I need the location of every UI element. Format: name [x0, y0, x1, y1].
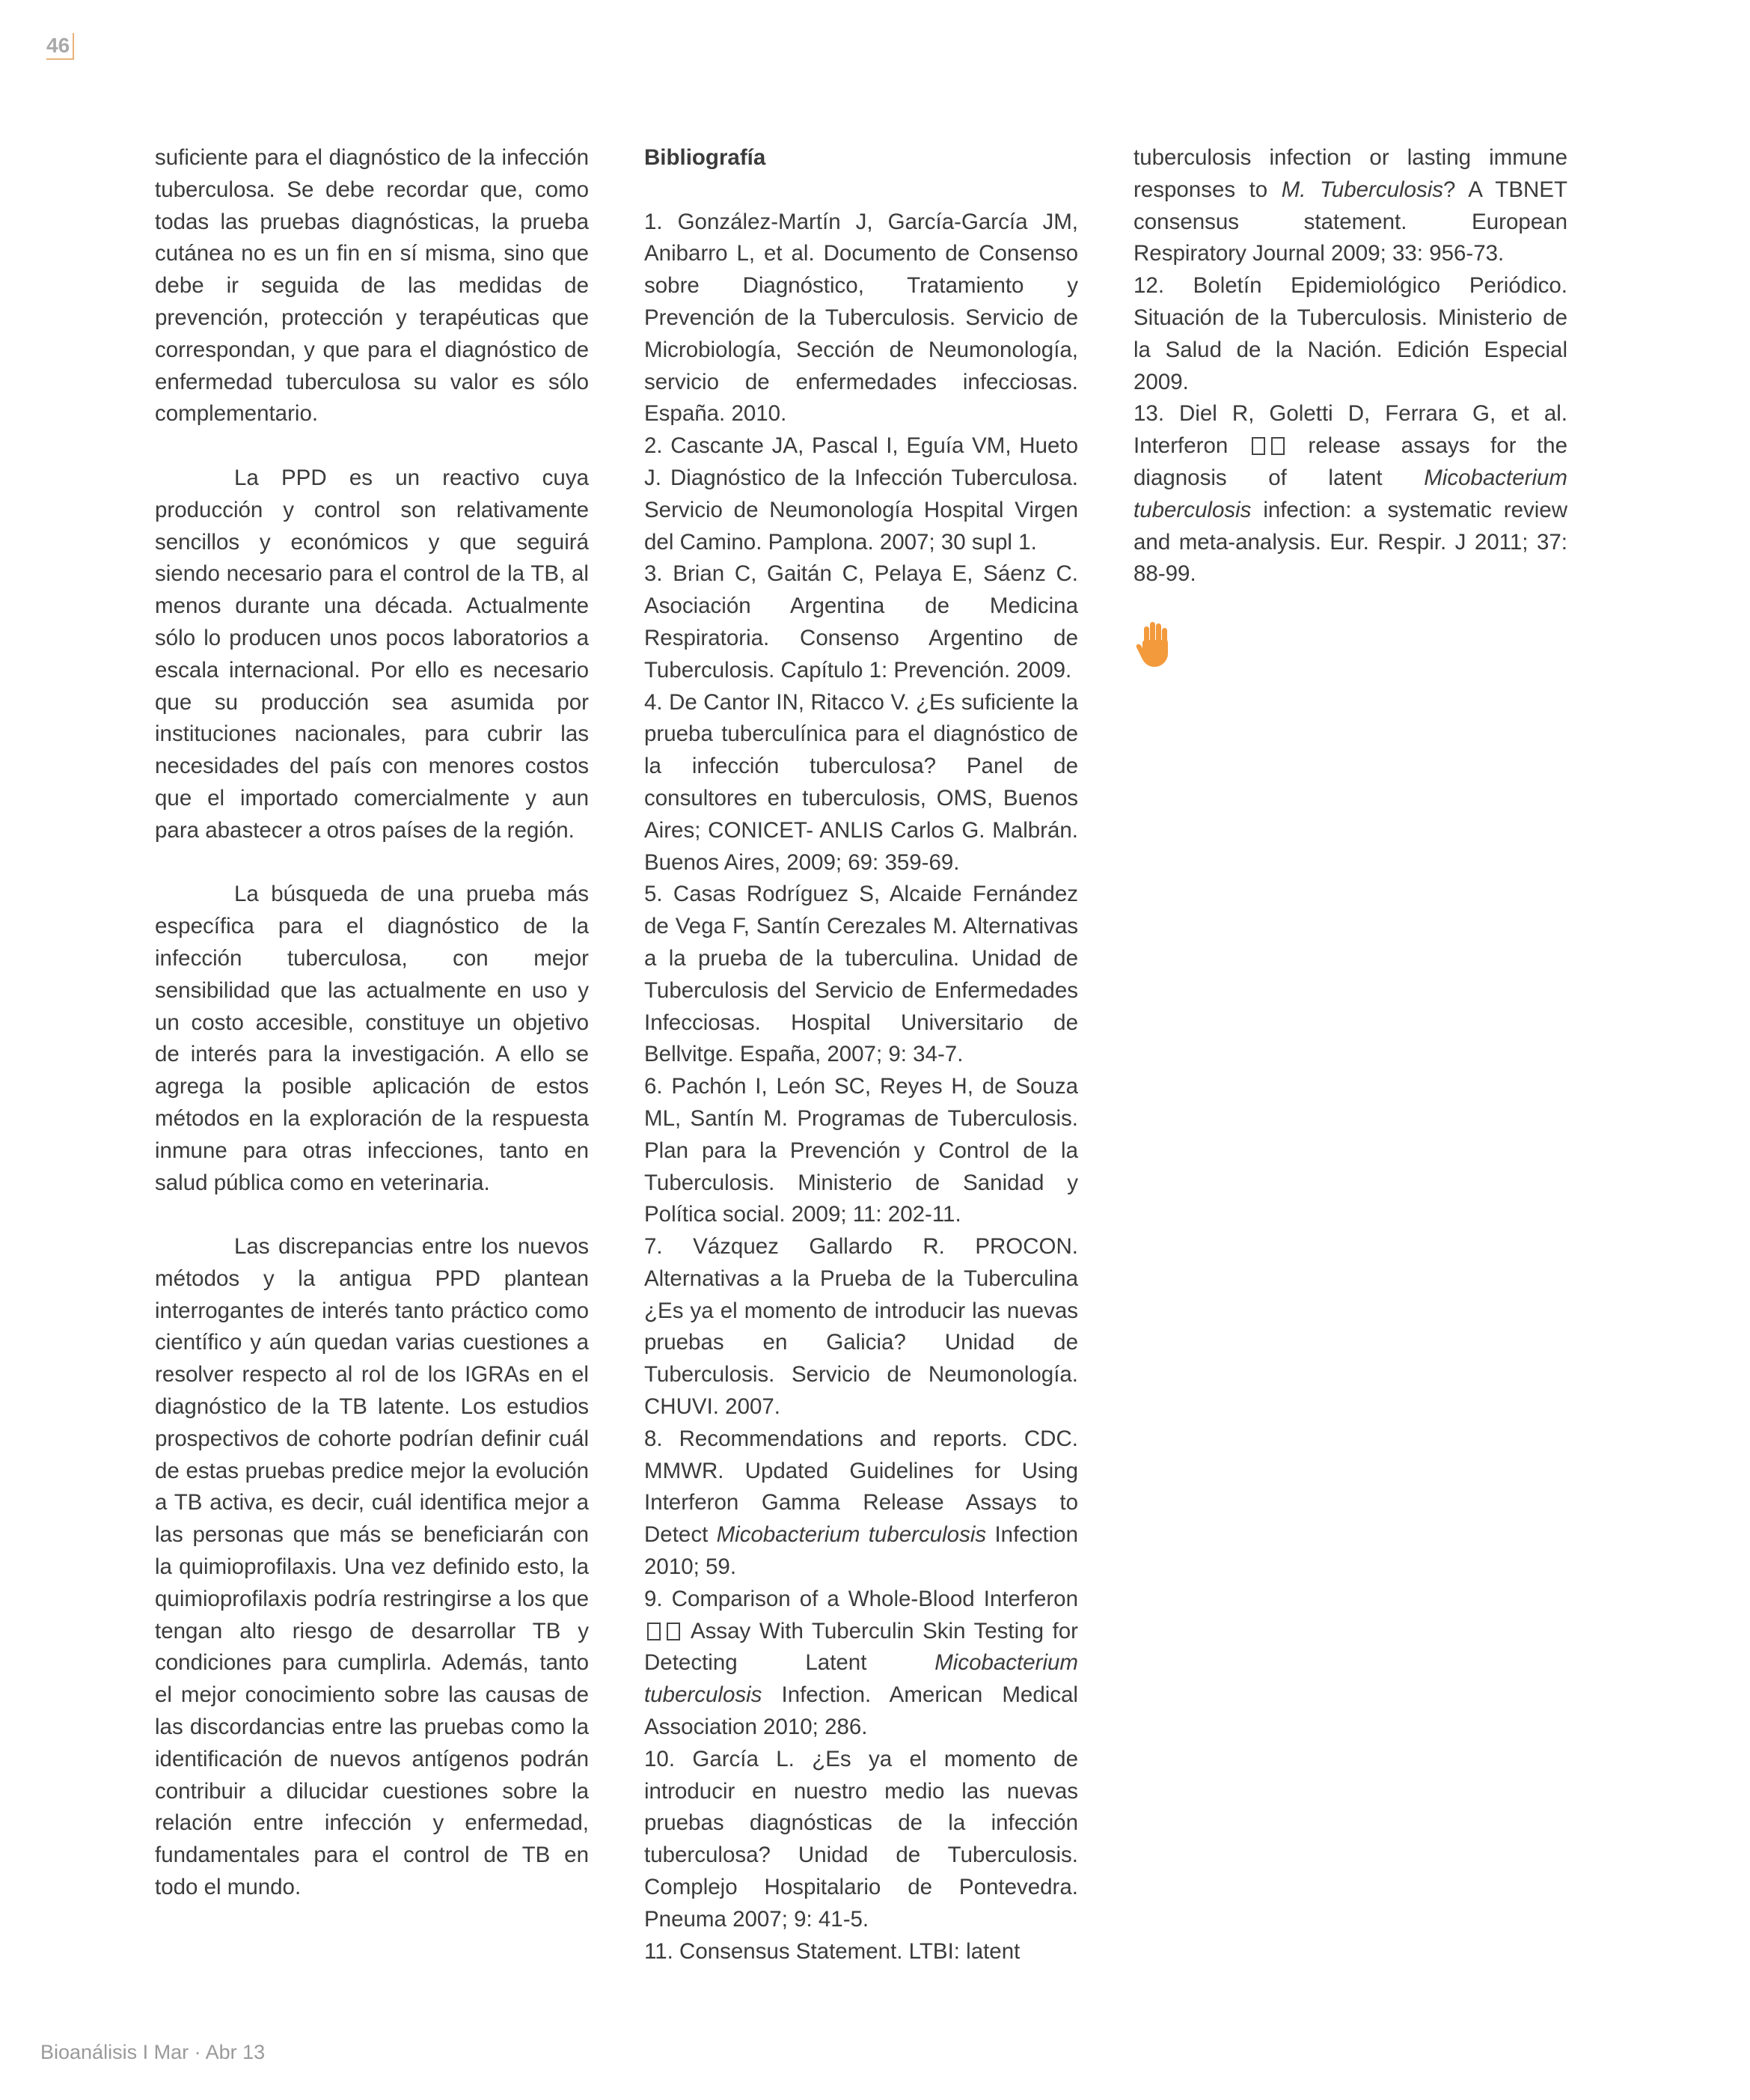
- reference-text: ? A TBNET consensus statement. European Respiratory Journal 2009; 33: 956-73.: [1133, 177, 1567, 266]
- reference-italic: Micobacterium tuberculosis: [1133, 465, 1567, 522]
- reference-item: 6. Pachón I, León SC, Reyes H, de Souza ML, Santín M. Programas de Tuberculosis. Plan para la Prevención y Control de la Tuberculosis. Ministerio de Sanidad y Política social. 2009; 11: 202-11.: [644, 1074, 1078, 1227]
- reference-item: [644, 1423, 1078, 1584]
- reference-item: 7. Vázquez Gallardo R. PROCON. Alternativas a la Prueba de la Tuberculina ¿Es ya el momento de introducir las nuevas pruebas en Galicia? Unidad de Tuberculosis. Servicio de Neumonología. CHUVI. 2007.: [644, 1234, 1078, 1420]
- reference-text: tuberculosis infection or lasting immune responses to: [1133, 145, 1567, 202]
- reference-item: [644, 1584, 1078, 1744]
- reference-text: infection: a systematic review and meta-analysis. Eur. Respir. J 2011; 37: 88-99.: [1133, 497, 1567, 587]
- body-paragraph: suficiente para el diagnóstico de la infección tuberculosa. Se debe recordar que, como todas las pruebas diagnósticas, la prueba cutánea no es un fin en sí misma, sino que debe ir seguida de las medidas de prevención, protección y terapéuticas que correspondan, y que para el diagnóstico de enfermedad tuberculosa su valor es sólo complementario.: [155, 145, 589, 427]
- reference-item: 4. De Cantor IN, Ritacco V. ¿Es suficiente la prueba tuberculínica para el diagnóstico de la infección tuberculosa? Panel de consultores en tuberculosis, OMS, Buenos Aires; CONICET- ANLIS Carlos G. Malbrán. Buenos Aires, 2009; 69: 359-69.: [644, 689, 1078, 875]
- body-paragraph: Las discrepancias entre los nuevos métodos y la antigua PPD plantean interrogantes de interés tanto práctico como científico y aún quedan varias cuestiones a resolver respecto al rol de los IGRAs en el diagnóstico de la TB latente. Los estudios prospectivos de cohorte podrían definir cuál de estas pruebas predice mejor la evolución a TB activa, es decir, cuál identifica mejor a las personas que más se beneficiarán con la quimioprofilaxis. Una vez definido esto, la quimioprofilaxis podría restringirse a los que tengan alto riesgo de desarrollar TB y condiciones para cumplirla. Además, tanto el mejor conocimiento sobre las causas de las discordancias entre las pruebas como la identificación de nuevos antígenos podrán contribuir a dilucidar cuestiones sobre la relación entre infección y enfermedad, fundamentales para el control de TB en todo el mundo.: [155, 1234, 589, 1900]
- missing-glyph-icon: [1271, 437, 1285, 455]
- bibliography-column: [644, 142, 1078, 1968]
- reference-italic: Micobacterium tuberculosis: [716, 1522, 987, 1548]
- reference-italic: M. Tuberculosis: [1281, 177, 1444, 202]
- reference-item: 12. Boletín Epidemiológico Periódico. Situación de la Tuberculosis. Ministerio de la Salud de la Nación. Edición Especial 2009.: [1133, 273, 1567, 394]
- reference-text: 13. Diel R, Goletti D, Ferrara G, et al. Interferon: [1133, 401, 1567, 459]
- reference-text: Infection. American Medical Association 2010; 286.: [644, 1682, 1078, 1740]
- reference-text: Assay With Tuberculin Skin Testing for Detecting Latent: [644, 1618, 1078, 1676]
- missing-glyph-icon: [1252, 437, 1265, 455]
- reference-item: 10. García L. ¿Es ya el momento de introducir en nuestro medio las nuevas pruebas diagnósticas de la infección tuberculosa? Unidad de Tuberculosis. Complejo Hospitalario de Pontevedra. Pneuma 2007; 9: 41-5.: [644, 1746, 1078, 1932]
- reference-item: 2. Cascante JA, Pascal I, Eguía VM, Hueto J. Diagnóstico de la Infección Tuberculosa. Servicio de Neumonología Hospital Virgen del Camino. Pamplona. 2007; 30 supl 1.: [644, 433, 1078, 555]
- reference-text: release assays for the diagnosis of latent: [1133, 433, 1567, 490]
- reference-text: 9. Comparison of a Whole-Blood Interferon: [644, 1586, 1078, 1611]
- reference-text: 8. Recommendations and reports. CDC. MMWR. Updated Guidelines for Using Interferon Gamma Release Assays to Detect: [644, 1426, 1078, 1548]
- footer-caption: Bioanálisis I Mar · Abr 13: [40, 2041, 266, 2063]
- missing-glyph-icon: [647, 1623, 661, 1640]
- body-paragraph: La PPD es un reactivo cuya producción y control son relativamente sencillos y económicos y que seguirá siendo necesario para el control de la TB, al menos durante una década. Actualmente sólo lo producen unos pocos laboratorios a escala internacional. Por ello es necesario que su producción sea asumida por instituciones nacionales, para cubrir las necesidades del país con menores costos que el importado comercialmente y aun para abastecer a otros países de la región.: [155, 465, 589, 843]
- bibliography-heading: Bibliografía: [644, 145, 766, 170]
- text-column-1: [155, 142, 589, 1936]
- reference-item: 5. Casas Rodríguez S, Alcaide Fernández de Vega F, Santín Cerezales M. Alternativas a la prueba de la tuberculina. Unidad de Tuberculosis del Servicio de Enfermedades Infecciosas. Hospital Universitario de Bellvitge. España, 2007; 9: 34-7.: [644, 882, 1078, 1067]
- reference-item: [1133, 398, 1567, 590]
- reference-item: 3. Brian C, Gaitán C, Pelaya E, Sáenz C. Asociación Argentina de Medicina Respiratoria. Consenso Argentino de Tuberculosis. Capítulo 1: Prevención. 2009.: [644, 561, 1078, 683]
- reference-item: 1. González-Martín J, García-García JM, Anibarro L, et al. Documento de Consenso sobre Diagnóstico, Tratamiento y Prevención de la Tuberculosis. Servicio de Microbiología, Sección de Neumonología, servicio de enfermedades infecciosas. España. 2010.: [644, 209, 1078, 427]
- missing-glyph-icon: [667, 1623, 680, 1640]
- hand-icon: [1133, 620, 1175, 668]
- reference-item: 11. Consensus Statement. LTBI: latent: [644, 1938, 1021, 1964]
- body-paragraph: La búsqueda de una prueba más específica para el diagnóstico de la infección tuberculosa, con mejor sensibilidad que las actualmente en uso y un costo accesible, constituye un objetivo de interés para la investigación. A ello se agrega la posible aplicación de estos métodos en la exploración de la respuesta inmune para otras infecciones, tanto en salud pública como en veterinaria.: [155, 882, 589, 1195]
- reference-item: [1133, 142, 1567, 270]
- bibliography-column-continued: [1133, 142, 1567, 678]
- reference-text: Infection 2010; 59.: [644, 1522, 1078, 1580]
- reference-italic: Micobacterium tuberculosis: [644, 1650, 1079, 1708]
- page-number: 46: [46, 33, 74, 60]
